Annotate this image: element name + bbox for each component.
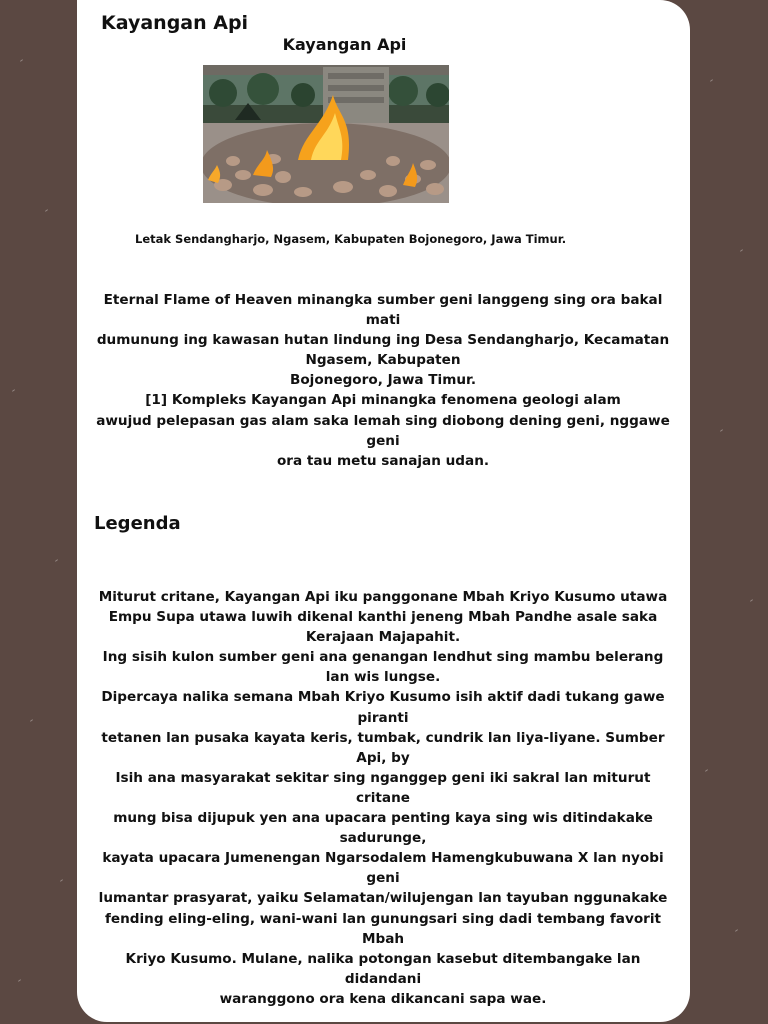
legend-line: lumantar prasyarat, yaiku Selamatan/wilujengan lan tayuban nggunakake: [98, 890, 668, 907]
legend-line: tetanen lan pusaka kayata keris, tumbak, cundrik lan liya-liyane. Sumber Api, by: [101, 729, 665, 766]
legend-line: waranggono ora kena dikancani sapa wae.: [219, 990, 547, 1007]
legend-heading: Legenda: [94, 513, 181, 534]
intro-line: [1] Kompleks Kayangan Api minangka fenomena geologi alam: [145, 392, 621, 409]
intro-line: Eternal Flame of Heaven minangka sumber geni langgeng sing ora bakal mati: [103, 292, 663, 329]
legend-line: Kriyo Kusumo. Mulane, nalika potongan kasebut ditembangake lan didandani: [125, 950, 641, 987]
legend-line: Empu Supa utawa luwih dikenal kanthi jeneng Mbah Pandhe asale saka Kerajaan Majapahit.: [108, 609, 658, 646]
legend-line: Miturut critane, Kayangan Api iku panggonane Mbah Kriyo Kusumo utawa: [98, 589, 668, 605]
legend-line: Dipercaya nalika semana Mbah Kriyo Kusumo isih aktif dadi tukang gawe piranti: [101, 689, 665, 726]
intro-line: ora tau metu sanajan udan.: [276, 452, 490, 469]
intro-paragraph: [93, 290, 673, 471]
legend-line: mung bisa dijupuk yen ana upacara penting kaya sing wis ditindakake sadurunge,: [113, 810, 653, 847]
intro-line: Bojonegoro, Jawa Timur.: [289, 372, 476, 389]
fire-photo-icon: [203, 65, 449, 203]
legend-line: Isih ana masyarakat sekitar sing nganggep geni iki sakral lan miturut critane: [115, 769, 651, 806]
legend-line: kayata upacara Jumenengan Ngarsodalem Hamengkubuwana X lan nyobi geni: [102, 850, 664, 887]
intro-line: dumunung ing kawasan hutan lindung ing Desa Sendangharjo, Kecamatan Ngasem, Kabupaten: [96, 332, 670, 369]
location-text: Letak Sendangharjo, Ngasem, Kabupaten Bojonegoro, Jawa Timur.: [135, 232, 567, 246]
legend-paragraph: [93, 587, 673, 1009]
legend-line: Ing sisih kulon sumber geni ana genangan lendhut sing mambu belerang lan wis lungse.: [102, 649, 664, 686]
legend-line: fending eling-eling, wani-wani lan gunungsari sing dadi tembang favorit Mbah: [104, 910, 662, 947]
fire-photo: [203, 65, 449, 203]
document-card: [77, 0, 690, 1022]
page-title: Kayangan Api: [101, 12, 249, 34]
intro-line: awujud pelepasan gas alam saka lemah sing diobong dening geni, nggawe geni: [96, 412, 670, 449]
section-title: Kayangan Api: [282, 35, 407, 54]
